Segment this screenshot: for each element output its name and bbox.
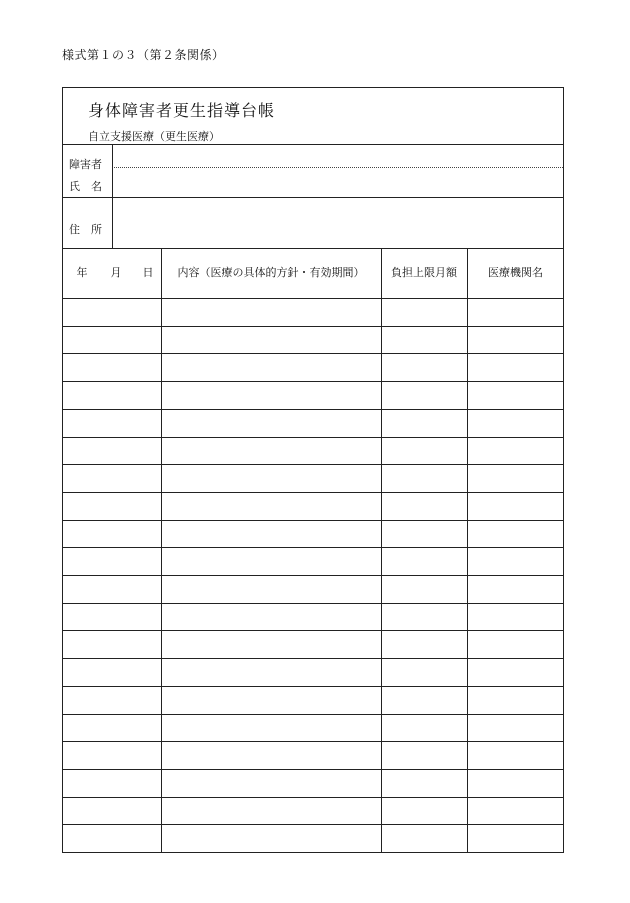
table-cell[interactable] bbox=[66, 633, 158, 655]
table-cell[interactable] bbox=[66, 606, 158, 628]
row-divider bbox=[63, 686, 563, 687]
table-cell[interactable] bbox=[384, 301, 464, 323]
table-cell[interactable] bbox=[470, 329, 561, 351]
table-cell[interactable] bbox=[164, 606, 378, 628]
table-cell[interactable] bbox=[164, 329, 378, 351]
form-title: 身体障害者更生指導台帳 bbox=[88, 101, 276, 120]
table-cell[interactable] bbox=[384, 772, 464, 794]
table-cell[interactable] bbox=[66, 412, 158, 434]
table-cell[interactable] bbox=[164, 550, 378, 572]
table-cell[interactable] bbox=[470, 550, 561, 572]
divider bbox=[63, 144, 563, 145]
table-cell[interactable] bbox=[164, 772, 378, 794]
table-cell[interactable] bbox=[384, 495, 464, 517]
table-cell[interactable] bbox=[470, 467, 561, 489]
table-cell[interactable] bbox=[470, 689, 561, 711]
row-divider bbox=[63, 409, 563, 410]
table-cell[interactable] bbox=[164, 578, 378, 600]
table-cell[interactable] bbox=[66, 329, 158, 351]
row-divider bbox=[63, 797, 563, 798]
table-cell[interactable] bbox=[66, 717, 158, 739]
table-cell[interactable] bbox=[384, 440, 464, 462]
form-subtitle: 自立支援医療（更生医療） bbox=[88, 130, 220, 143]
table-cell[interactable] bbox=[164, 523, 378, 545]
row-divider bbox=[63, 824, 563, 825]
table-cell[interactable] bbox=[164, 412, 378, 434]
table-cell[interactable] bbox=[164, 633, 378, 655]
divider bbox=[63, 197, 563, 198]
table-cell[interactable] bbox=[164, 689, 378, 711]
table-cell[interactable] bbox=[66, 800, 158, 822]
table-cell[interactable] bbox=[384, 717, 464, 739]
table-cell[interactable] bbox=[384, 827, 464, 849]
table-cell[interactable] bbox=[164, 301, 378, 323]
row-divider bbox=[63, 492, 563, 493]
name-dotted-line bbox=[112, 167, 563, 168]
table-cell[interactable] bbox=[66, 772, 158, 794]
table-cell[interactable] bbox=[164, 717, 378, 739]
table-header-bottom bbox=[63, 298, 563, 299]
table-cell[interactable] bbox=[384, 744, 464, 766]
table-cell[interactable] bbox=[66, 495, 158, 517]
table-cell[interactable] bbox=[470, 744, 561, 766]
row-divider bbox=[63, 714, 563, 715]
table-cell[interactable] bbox=[384, 578, 464, 600]
table-cell[interactable] bbox=[384, 689, 464, 711]
row-divider bbox=[63, 603, 563, 604]
table-cell[interactable] bbox=[66, 301, 158, 323]
table-cell[interactable] bbox=[470, 633, 561, 655]
table-cell[interactable] bbox=[470, 495, 561, 517]
form-number: 様式第１の３（第２条関係） bbox=[62, 48, 225, 62]
table-cell[interactable] bbox=[384, 467, 464, 489]
table-cell[interactable] bbox=[164, 356, 378, 378]
table-cell[interactable] bbox=[470, 578, 561, 600]
table-cell[interactable] bbox=[470, 606, 561, 628]
ledger-form bbox=[62, 87, 564, 853]
table-cell[interactable] bbox=[164, 495, 378, 517]
row-divider bbox=[63, 630, 563, 631]
table-cell[interactable] bbox=[164, 440, 378, 462]
col-header-month: 月 bbox=[110, 266, 122, 279]
table-cell[interactable] bbox=[470, 772, 561, 794]
table-cell[interactable] bbox=[66, 689, 158, 711]
table-cell[interactable] bbox=[66, 744, 158, 766]
table-cell[interactable] bbox=[384, 412, 464, 434]
row-divider bbox=[63, 326, 563, 327]
table-cell[interactable] bbox=[164, 384, 378, 406]
row-divider bbox=[63, 658, 563, 659]
col-header-limit: 負担上限月額 bbox=[391, 266, 457, 279]
name-label-line1: 障害者 bbox=[69, 158, 102, 171]
row-divider bbox=[63, 575, 563, 576]
table-cell[interactable] bbox=[470, 717, 561, 739]
table-cell[interactable] bbox=[384, 356, 464, 378]
table-cell[interactable] bbox=[470, 356, 561, 378]
column-separator bbox=[161, 248, 162, 853]
row-divider bbox=[63, 741, 563, 742]
col-header-content: 内容（医療の具体的方針・有効期間） bbox=[177, 266, 365, 279]
table-cell[interactable] bbox=[470, 827, 561, 849]
table-cell[interactable] bbox=[470, 800, 561, 822]
address-label: 住 所 bbox=[69, 223, 102, 236]
table-cell[interactable] bbox=[384, 661, 464, 683]
col-header-day: 日 bbox=[142, 266, 154, 279]
table-cell[interactable] bbox=[384, 550, 464, 572]
table-cell[interactable] bbox=[470, 412, 561, 434]
row-divider bbox=[63, 381, 563, 382]
table-cell[interactable] bbox=[470, 384, 561, 406]
table-cell[interactable] bbox=[384, 384, 464, 406]
table-cell[interactable] bbox=[66, 578, 158, 600]
table-cell[interactable] bbox=[66, 356, 158, 378]
table-cell[interactable] bbox=[66, 467, 158, 489]
col-header-institution: 医療機関名 bbox=[488, 266, 543, 279]
table-cell[interactable] bbox=[384, 606, 464, 628]
table-cell[interactable] bbox=[384, 633, 464, 655]
table-cell[interactable] bbox=[66, 550, 158, 572]
table-cell[interactable] bbox=[384, 800, 464, 822]
row-divider bbox=[63, 520, 563, 521]
col-header-year: 年 bbox=[76, 266, 88, 279]
table-cell[interactable] bbox=[164, 744, 378, 766]
table-cell[interactable] bbox=[164, 827, 378, 849]
column-separator bbox=[381, 248, 382, 853]
table-cell[interactable] bbox=[66, 440, 158, 462]
row-divider bbox=[63, 437, 563, 438]
table-cell[interactable] bbox=[66, 827, 158, 849]
address-field[interactable] bbox=[119, 201, 559, 245]
table-cell[interactable] bbox=[164, 467, 378, 489]
name-field[interactable] bbox=[119, 171, 559, 195]
table-cell[interactable] bbox=[384, 523, 464, 545]
row-divider bbox=[63, 353, 563, 354]
column-separator bbox=[467, 248, 468, 853]
table-cell[interactable] bbox=[164, 661, 378, 683]
label-separator bbox=[112, 144, 113, 248]
table-cell[interactable] bbox=[164, 800, 378, 822]
row-divider bbox=[63, 769, 563, 770]
table-cell[interactable] bbox=[470, 523, 561, 545]
row-divider bbox=[63, 547, 563, 548]
table-cell[interactable] bbox=[470, 661, 561, 683]
table-cell[interactable] bbox=[384, 329, 464, 351]
table-cell[interactable] bbox=[66, 661, 158, 683]
table-cell[interactable] bbox=[66, 523, 158, 545]
row-divider bbox=[63, 464, 563, 465]
name-label-line2: 氏 名 bbox=[69, 180, 102, 193]
table-cell[interactable] bbox=[66, 384, 158, 406]
table-cell[interactable] bbox=[470, 301, 561, 323]
name-furigana-field[interactable] bbox=[119, 148, 559, 166]
table-cell[interactable] bbox=[470, 440, 561, 462]
